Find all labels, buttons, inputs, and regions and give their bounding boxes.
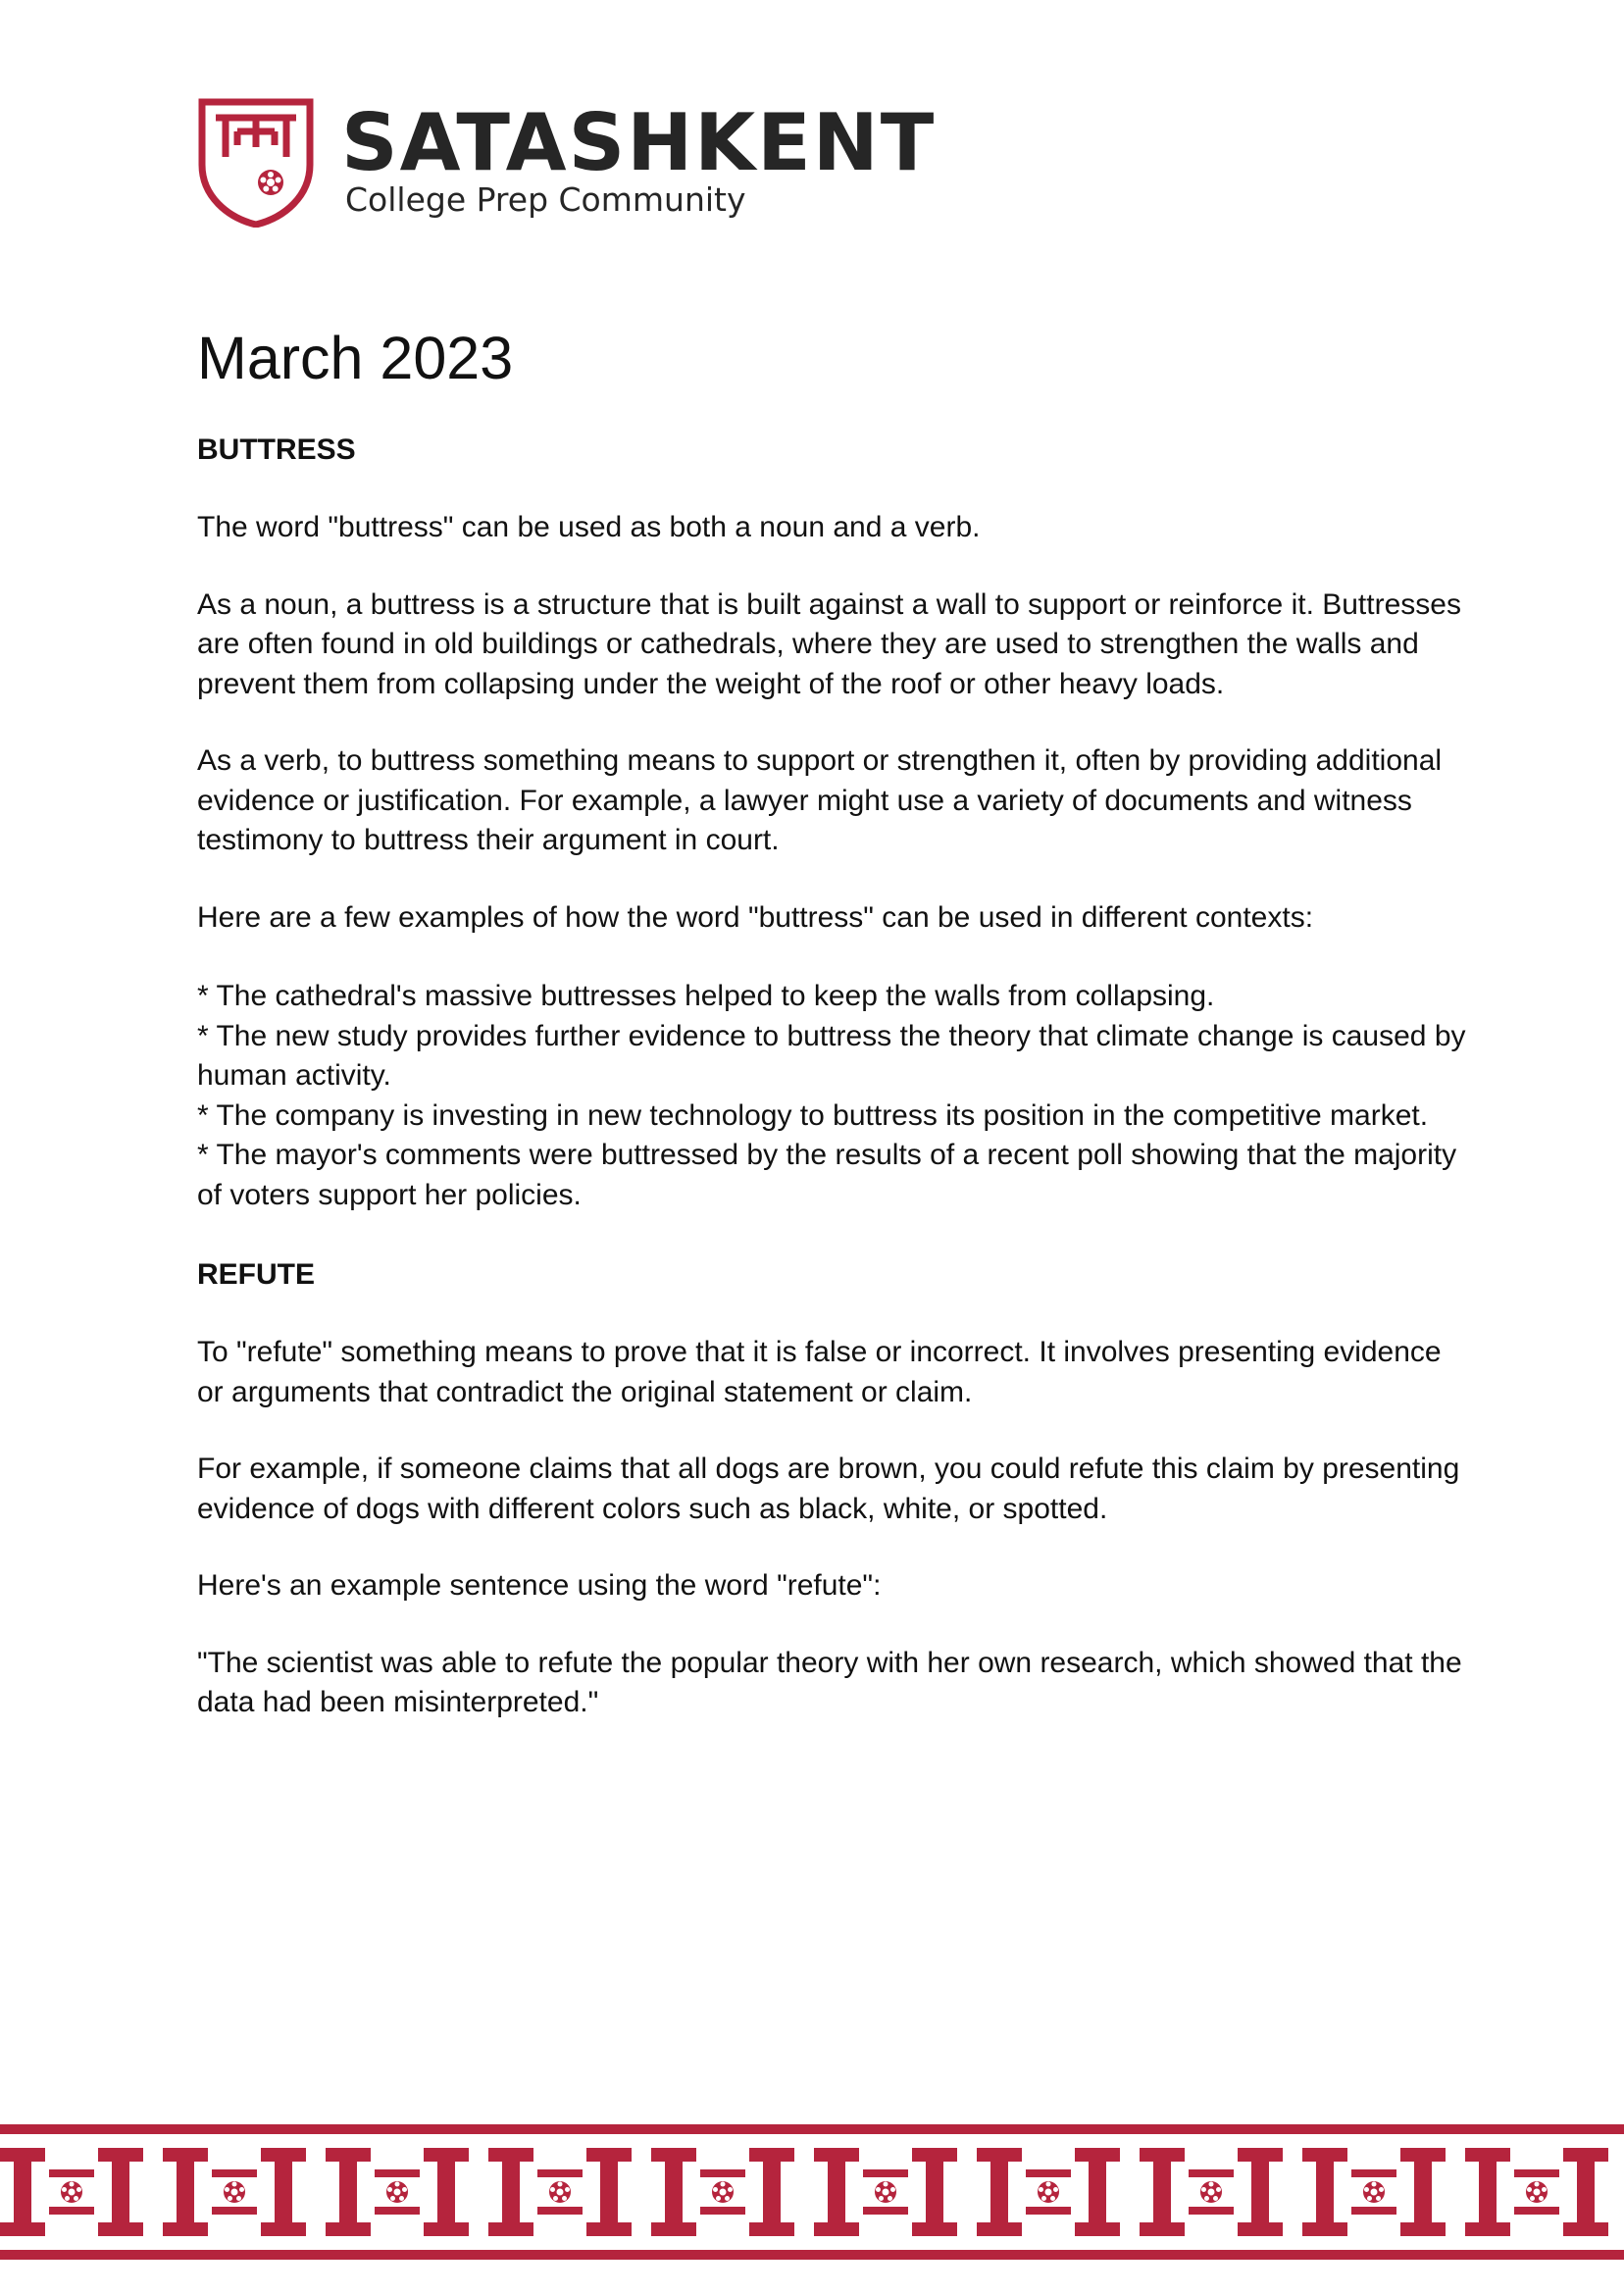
refute-sentence-intro: Here's an example sentence using the word "refute": [197,1569,882,1602]
list-item: * The new study provides further evidence to buttress the theory that climate change is caused by human activity. [197,1019,1466,1092]
ornamental-border [0,2118,1624,2266]
brand-tagline: College Prep Community [345,180,746,219]
buttress-intro: The word "buttress" can be used as both a noun and a verb. [197,511,981,543]
buttress-verb-paragraph: As a verb, to buttress something means to support or strengthen it, often by providing additional evidence or justification. For example, a lawyer might use a variety of documents and witness testimony to buttress their argument in court. [197,744,1443,856]
shield-logo-icon [198,98,314,228]
list-item: * The company is investing in new technology to buttress its position in the competitive market. [197,1098,1429,1132]
brand-name: SATASHKENT [341,97,937,188]
refute-definition: To "refute" something means to prove that it is false or incorrect. It involves presenting evidence or arguments that contradict the original statement or claim. [197,1336,1442,1408]
document-body [197,314,1472,1723]
page-title: March 2023 [197,325,514,391]
buttress-noun-paragraph: As a noun, a buttress is a structure that is built against a wall to support or reinforce it. Buttresses are often found in old buildings or cathedrals, where they are used to strengthen the walls and prevent them from collapsing under the weight of the roof or other heavy loads. [197,587,1461,700]
buttress-examples-intro: Here are a few examples of how the word "buttress" can be used in different contexts: [197,900,1314,934]
refute-example-paragraph: For example, if someone claims that all dogs are brown, you could refute this claim by presenting evidence of dogs with different colors such as black, white, or spotted. [197,1453,1460,1525]
list-item: * The mayor's comments were buttressed by the results of a recent poll showing that the majority of voters support her policies. [197,1139,1457,1211]
buttress-examples-list [197,977,1472,1215]
section-heading-buttress: BUTTRESS [197,433,356,466]
page-header [198,98,943,230]
refute-example-sentence: "The scientist was able to refute the popular theory with her own research, which showed that the data had been misinterpreted." [197,1646,1462,1718]
list-item: * The cathedral's massive buttresses helped to keep the walls from collapsing. [197,980,1215,1012]
section-heading-refute: REFUTE [197,1258,315,1291]
